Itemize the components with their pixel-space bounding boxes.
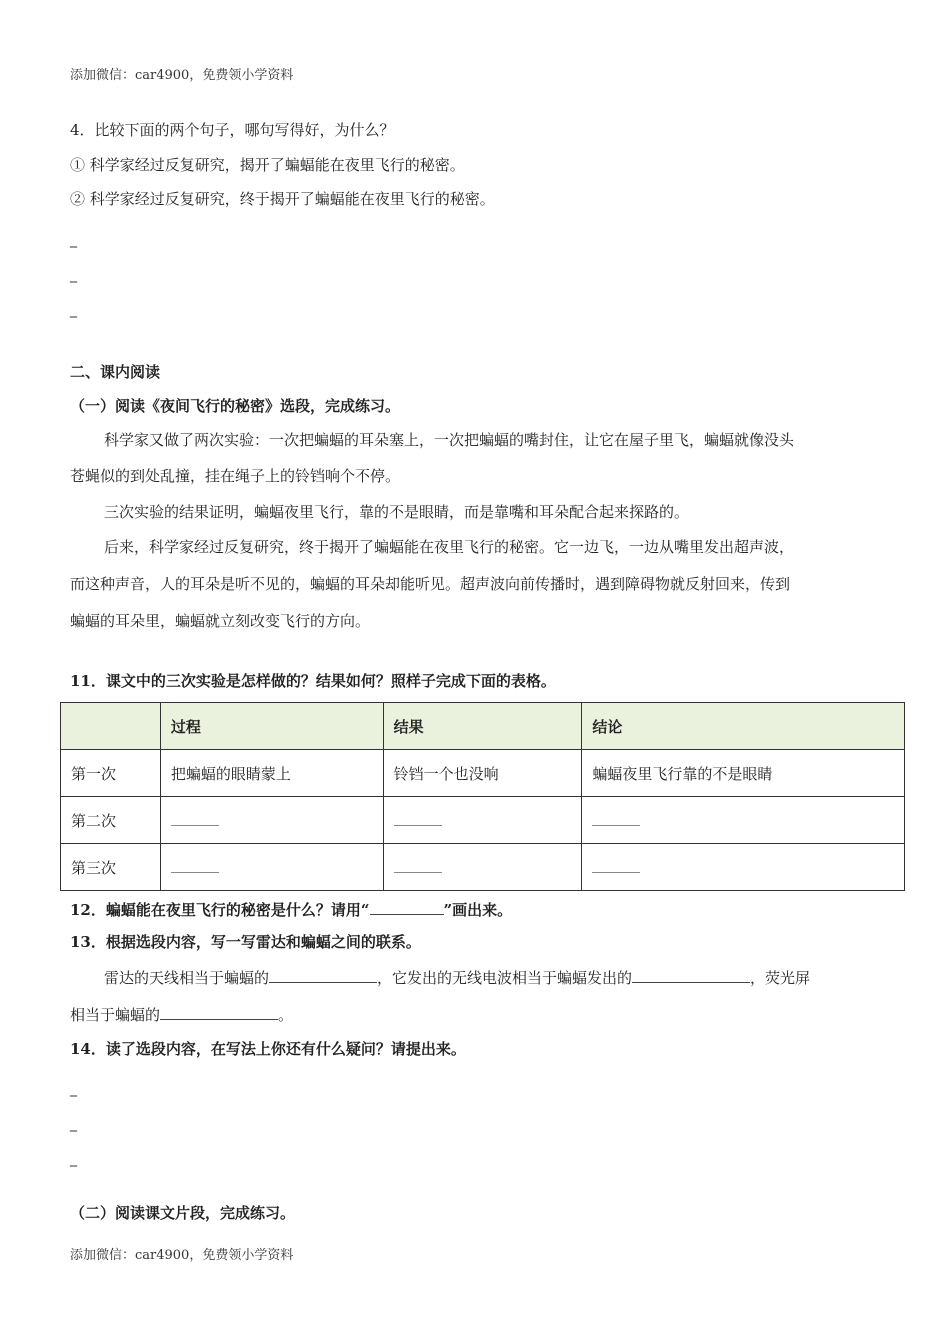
q13-text-4: 相当于蝙蝠的: [70, 1006, 161, 1024]
q13-text-5: 。: [278, 1006, 294, 1024]
q12-question-post: ”画出来。: [443, 901, 513, 919]
answer-blank-cell[interactable]: [160, 797, 383, 844]
table-header-cell: 过程: [160, 703, 383, 750]
passage-p2: 三次实验的结果证明，蝙蝠夜里飞行，靠的不是眼睛，而是靠嘴和耳朵配合起来探路的。: [104, 503, 690, 521]
passage-p3-line2: 而这种声音，人的耳朵是听不见的，蝙蝠的耳朵却能听见。超声波向前传播时，遇到障碍物就反射回来，传到: [70, 575, 791, 593]
part1-title: （一）阅读《夜间飞行的秘密》选段，完成练习。: [70, 397, 401, 415]
q14-answer-line-1[interactable]: _: [70, 1081, 77, 1097]
q4-question: 4．比较下面的两个句子，哪句写得好，为什么？: [70, 121, 395, 139]
page-footer: 添加微信：car4900，免费领小学资料: [70, 1248, 294, 1263]
answer-blank-cell[interactable]: [582, 797, 905, 844]
q13-question: 13．根据选段内容，写一写雷达和蝙蝠之间的联系。: [70, 933, 421, 951]
q13-sentence-line1: [104, 966, 810, 988]
q14-answer-line-2[interactable]: _: [70, 1116, 77, 1132]
answer-blank[interactable]: [394, 811, 442, 826]
answer-blank[interactable]: [592, 858, 640, 873]
q4-answer-line-2[interactable]: _: [70, 267, 77, 283]
table-header-cell: 结果: [383, 703, 582, 750]
q12-question: [70, 898, 512, 920]
q4-sentence-1: ① 科学家经过反复研究，揭开了蝙蝠能在夜里飞行的秘密。: [70, 156, 465, 174]
answer-blank[interactable]: [171, 858, 219, 873]
answer-blank[interactable]: [269, 966, 377, 983]
section-title: 二、课内阅读: [70, 363, 161, 381]
page-header: 添加微信：car4900，免费领小学资料: [70, 68, 294, 83]
table-row: [61, 750, 905, 797]
table-header-cell: 结论: [582, 703, 905, 750]
answer-blank-cell[interactable]: [582, 844, 905, 891]
passage-p1-line2: 苍蝇似的到处乱撞，挂在绳子上的铃铛响个不停。: [70, 467, 401, 485]
q13-text-2: ，它发出的无线电波相当于蝙蝠发出的: [377, 969, 633, 987]
answer-blank[interactable]: [592, 811, 640, 826]
part2-title: （二）阅读课文片段，完成练习。: [70, 1204, 296, 1222]
table-cell: 铃铛一个也没响: [383, 750, 582, 797]
table-cell: 把蝙蝠的眼睛蒙上: [160, 750, 383, 797]
q14-answer-line-3[interactable]: _: [70, 1151, 77, 1167]
table-cell: 第二次: [61, 797, 161, 844]
answer-blank[interactable]: [171, 811, 219, 826]
experiment-table: [60, 702, 905, 891]
answer-blank[interactable]: [632, 966, 750, 983]
passage-p3-line3: 蝙蝠的耳朵里，蝙蝠就立刻改变飞行的方向。: [70, 612, 371, 630]
table-header-cell: [61, 703, 161, 750]
table-cell: 第一次: [61, 750, 161, 797]
table-cell: 蝙蝠夜里飞行靠的不是眼睛: [582, 750, 905, 797]
q11-question: 11．课文中的三次实验是怎样做的？结果如何？照样子完成下面的表格。: [70, 672, 556, 690]
answer-blank[interactable]: [160, 1003, 278, 1020]
q14-question: 14．读了选段内容，在写法上你还有什么疑问？请提出来。: [70, 1040, 466, 1058]
table-header-row: [61, 703, 905, 750]
q13-text-1: 雷达的天线相当于蝙蝠的: [104, 969, 270, 987]
q13-text-3: ，荧光屏: [750, 969, 811, 987]
q13-sentence-line2: [70, 1003, 293, 1025]
q4-answer-line-3[interactable]: _: [70, 302, 77, 318]
q12-question-pre: 12．蝙蝠能在夜里飞行的秘密是什么？请用“: [70, 901, 370, 919]
q4-sentence-2: ② 科学家经过反复研究，终于揭开了蝙蝠能在夜里飞行的秘密。: [70, 190, 495, 208]
answer-blank-cell[interactable]: [383, 844, 582, 891]
table-row: [61, 797, 905, 844]
table-cell: 第三次: [61, 844, 161, 891]
underline-marker: [370, 898, 444, 915]
answer-blank-cell[interactable]: [160, 844, 383, 891]
q4-answer-line-1[interactable]: _: [70, 232, 77, 248]
answer-blank-cell[interactable]: [383, 797, 582, 844]
passage-p1-line1: 科学家又做了两次实验：一次把蝙蝠的耳朵塞上，一次把蝙蝠的嘴封住，让它在屋子里飞，蝙蝠就像没头: [104, 431, 795, 449]
table-row: [61, 844, 905, 891]
passage-p3-line1: 后来，科学家经过反复研究，终于揭开了蝙蝠能在夜里飞行的秘密。它一边飞，一边从嘴里发出超声波，: [104, 538, 795, 556]
answer-blank[interactable]: [394, 858, 442, 873]
